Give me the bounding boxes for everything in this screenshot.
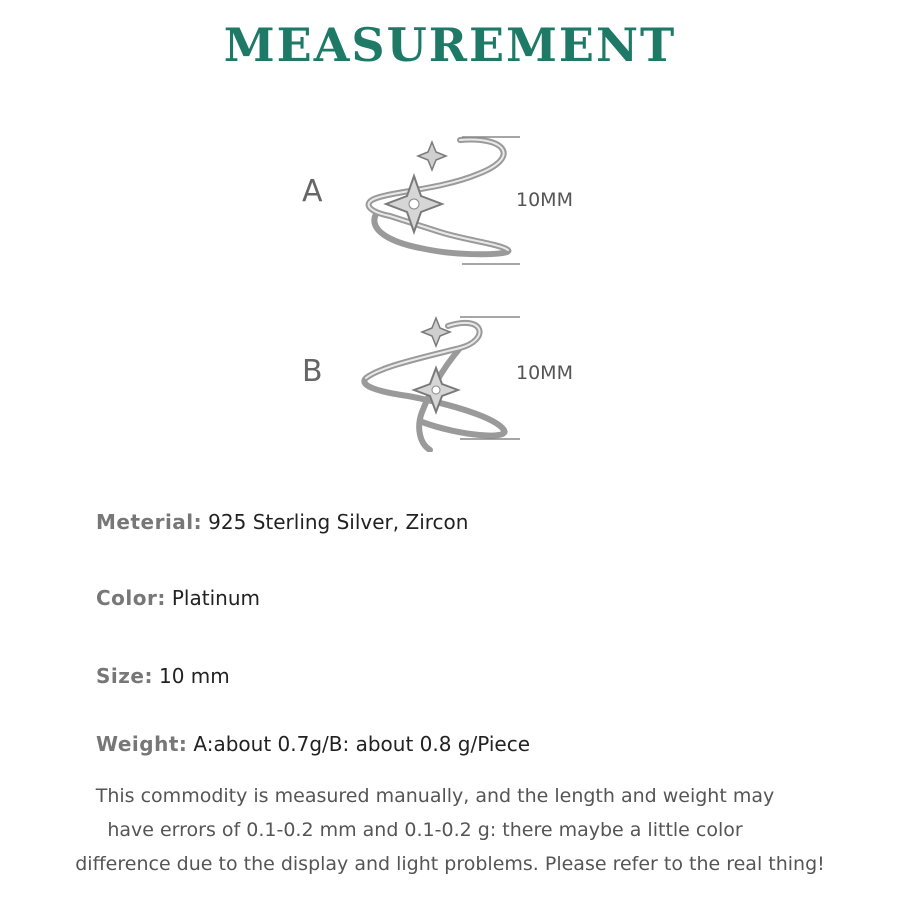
spec-color	[96, 586, 260, 610]
spec-color-label: Color:	[96, 586, 166, 610]
spec-color-value: Platinum	[171, 586, 260, 610]
ring-a-dimension: 10MM	[516, 189, 573, 211]
notice-line-1: This commodity is measured manually, and the length and weight may	[95, 785, 775, 807]
ring-a-figure	[290, 132, 610, 272]
spec-material-label: Meterial:	[96, 510, 203, 534]
spec-weight-label: Weight:	[96, 732, 188, 756]
ring-b-letter: B	[302, 354, 323, 389]
ring-b-figure	[290, 312, 610, 452]
spec-size-label: Size:	[96, 664, 153, 688]
spec-weight	[96, 732, 530, 756]
spec-material	[96, 510, 468, 534]
ring-b-dimension: 10MM	[516, 362, 573, 384]
notice-line-3: difference due to the display and light problems. Please refer to the real thing!	[75, 853, 825, 875]
notice-line-2: have errors of 0.1-0.2 mm and 0.1-0.2 g: there maybe a little color	[107, 819, 743, 841]
spec-size-value: 10 mm	[158, 664, 230, 688]
ring-a-letter: A	[302, 174, 323, 209]
spec-weight-value: A:about 0.7g/B: about 0.8 g/Piece	[193, 732, 531, 756]
spec-material-value: 925 Sterling Silver, Zircon	[208, 510, 469, 534]
page-title: MEASUREMENT	[223, 18, 677, 72]
spec-size	[96, 664, 230, 688]
